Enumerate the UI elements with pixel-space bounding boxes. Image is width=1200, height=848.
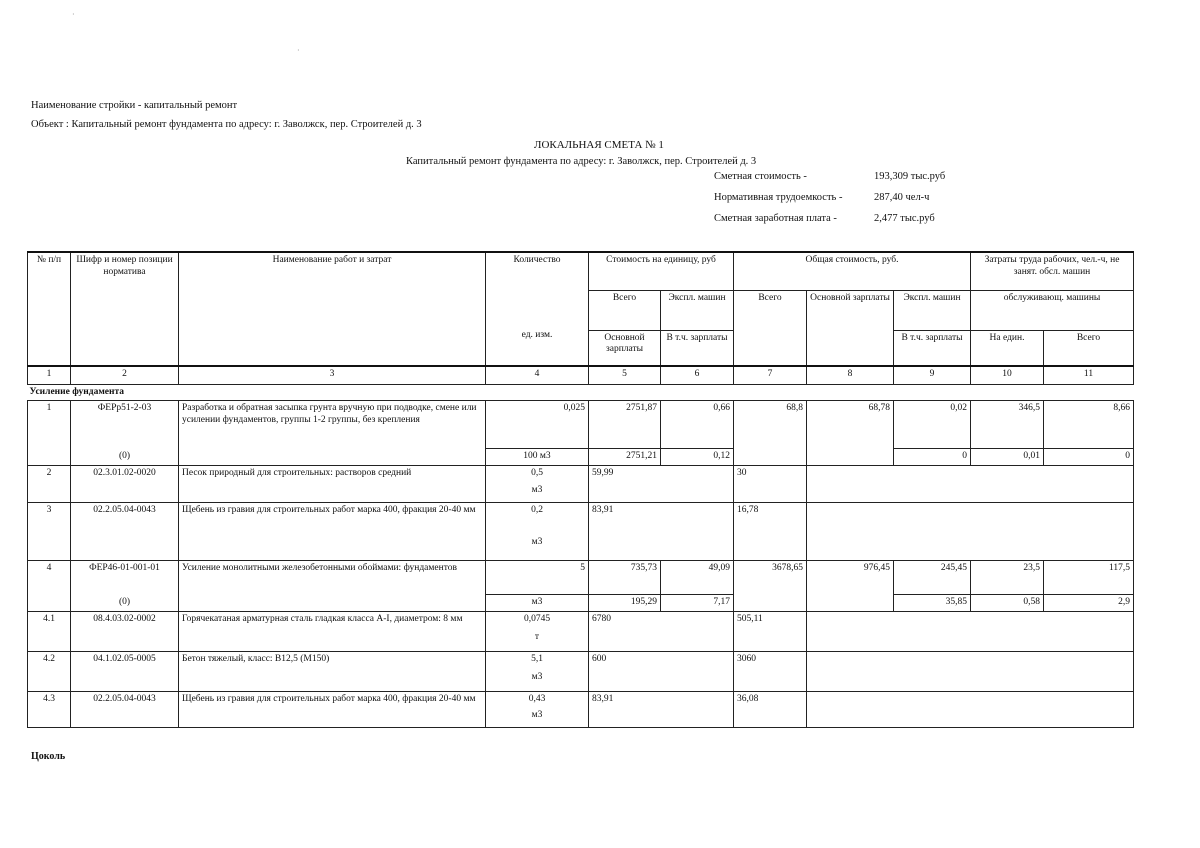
row-c6-empty bbox=[661, 503, 734, 561]
table-row bbox=[28, 561, 1134, 595]
estimate-title: ЛОКАЛЬНАЯ СМЕТА № 1 bbox=[534, 139, 664, 151]
col-header-total-mach: Экспл. машин bbox=[894, 290, 971, 330]
summary-label: Нормативная трудоемкость - bbox=[714, 192, 843, 203]
scan-speck: · bbox=[72, 10, 75, 19]
row-num: 2 bbox=[28, 466, 71, 503]
row-c7: 3060 bbox=[734, 652, 807, 692]
row-c5: 6780 bbox=[589, 612, 661, 652]
row-code: 02.3.01.02-0020 bbox=[71, 466, 179, 503]
col-header-name: Наименование работ и затрат bbox=[179, 252, 486, 366]
col-header-unit-cost: Стоимость на единицу, руб bbox=[589, 252, 734, 290]
row-c8: 976,45 bbox=[807, 561, 894, 612]
row-qty: 0,5 bbox=[531, 468, 543, 479]
col-number: 9 bbox=[894, 366, 971, 384]
row-c6-empty bbox=[661, 466, 734, 503]
row-c10: 23,5 bbox=[971, 561, 1044, 595]
row-qty-unit bbox=[486, 612, 589, 652]
row-name: Разработка и обратная засыпка грунта вручную при подводке, смене или усилении фундаментов, группы 1-2 группы, без крепления bbox=[179, 401, 486, 466]
estimate-table bbox=[27, 251, 1134, 728]
row-c5: 600 bbox=[589, 652, 661, 692]
row-empty bbox=[807, 466, 1134, 503]
estimate-summary bbox=[714, 171, 984, 234]
col-number: 2 bbox=[71, 366, 179, 384]
row-unit: м3 bbox=[531, 536, 543, 547]
row-empty bbox=[807, 692, 1134, 728]
row-c5b: 2751,21 bbox=[589, 449, 661, 466]
row-c6: 0,66 bbox=[661, 401, 734, 449]
summary-value: 2,477 тыс.руб bbox=[874, 213, 935, 224]
summary-value: 193,309 тыс.руб bbox=[874, 171, 946, 182]
row-num: 1 bbox=[28, 401, 71, 466]
row-c6-empty bbox=[661, 652, 734, 692]
row-c6b: 7,17 bbox=[661, 595, 734, 612]
row-c5: 59,99 bbox=[589, 466, 661, 503]
summary-value: 287,40 чел-ч bbox=[874, 192, 930, 203]
row-c6-empty bbox=[661, 612, 734, 652]
row-c11b: 0 bbox=[1044, 449, 1134, 466]
scan-speck: · bbox=[297, 46, 300, 55]
row-c7: 16,78 bbox=[734, 503, 807, 561]
row-qty: 0,2 bbox=[531, 505, 543, 516]
col-header-total-cost: Общая стоимость, руб. bbox=[734, 252, 971, 290]
col-header-unit: ед. изм. bbox=[486, 330, 589, 366]
col-header-labor: Затраты труда рабочих, чел.-ч, не занят. обсл. машин bbox=[971, 252, 1134, 290]
row-name: Усиление монолитными железобетонными обоймами: фундаментов bbox=[179, 561, 486, 612]
summary-labor bbox=[714, 192, 984, 213]
row-qty: 5 bbox=[486, 561, 589, 595]
table-row bbox=[28, 612, 1134, 652]
table-row bbox=[28, 466, 1134, 503]
row-c7: 3678,65 bbox=[734, 561, 807, 612]
row-empty bbox=[807, 652, 1134, 692]
row-qty-unit bbox=[486, 466, 589, 503]
summary-label: Сметная стоимость - bbox=[714, 171, 807, 182]
row-c11: 8,66 bbox=[1044, 401, 1134, 449]
row-unit: 100 м3 bbox=[486, 449, 589, 466]
row-c7: 68,8 bbox=[734, 401, 807, 466]
row-c8: 68,78 bbox=[807, 401, 894, 466]
row-name: Щебень из гравия для строительных работ марка 400, фракция 20-40 мм bbox=[179, 503, 486, 561]
row-qty: 0,43 bbox=[528, 694, 546, 705]
row-c9b: 35,85 bbox=[894, 595, 971, 612]
row-c11b: 2,9 bbox=[1044, 595, 1134, 612]
col-header-per-unit: На един. bbox=[971, 330, 1044, 366]
row-c6-empty bbox=[661, 692, 734, 728]
row-empty bbox=[807, 503, 1134, 561]
row-code: ФЕРр51-2-03 bbox=[71, 401, 179, 449]
row-unit: м3 bbox=[486, 595, 589, 612]
col-header-incl-wage: В т.ч. зарплаты bbox=[661, 330, 734, 366]
row-code: 04.1.02.05-0005 bbox=[71, 652, 179, 692]
row-c5: 83,91 bbox=[589, 503, 661, 561]
row-code: 02.2.05.04-0043 bbox=[71, 503, 179, 561]
col-header-labor-total: Всего bbox=[1044, 330, 1134, 366]
row-name: Песок природный для строительных: растворов средний bbox=[179, 466, 486, 503]
row-name: Бетон тяжелый, класс: В12,5 (М150) bbox=[179, 652, 486, 692]
col-header-code: Шифр и номер позиции норматива bbox=[71, 252, 179, 366]
row-qty-unit bbox=[486, 503, 589, 561]
row-code: 02.2.05.04-0043 bbox=[71, 692, 179, 728]
col-number: 1 bbox=[28, 366, 71, 384]
row-c9: 0,02 bbox=[894, 401, 971, 449]
row-code2: (0) bbox=[71, 595, 179, 612]
col-number: 8 bbox=[807, 366, 894, 384]
table-row bbox=[28, 401, 1134, 449]
row-qty: 5,1 bbox=[531, 654, 543, 665]
row-num: 4 bbox=[28, 561, 71, 612]
row-name: Щебень из гравия для строительных работ марка 400, фракция 20-40 мм bbox=[179, 692, 486, 728]
col-number: 11 bbox=[1044, 366, 1134, 384]
row-c10: 346,5 bbox=[971, 401, 1044, 449]
row-c5: 2751,87 bbox=[589, 401, 661, 449]
table-row bbox=[28, 692, 1134, 728]
row-qty-unit bbox=[486, 652, 589, 692]
row-c5: 83,91 bbox=[589, 692, 661, 728]
col-header-total-incl-wage: В т.ч. зарплаты bbox=[894, 330, 971, 366]
col-number: 7 bbox=[734, 366, 807, 384]
row-qty: 0,025 bbox=[486, 401, 589, 449]
row-unit: м3 bbox=[531, 484, 543, 495]
col-number: 10 bbox=[971, 366, 1044, 384]
row-c6: 49,09 bbox=[661, 561, 734, 595]
col-header-serv-mach: обслуживающ. машины bbox=[971, 290, 1134, 330]
col-header-num: № п/п bbox=[28, 252, 71, 366]
row-code: ФЕР46-01-001-01 bbox=[71, 561, 179, 595]
row-num: 4.1 bbox=[28, 612, 71, 652]
row-c7: 30 bbox=[734, 466, 807, 503]
row-num: 4.3 bbox=[28, 692, 71, 728]
col-header-total-all: Всего bbox=[734, 290, 807, 366]
col-number: 4 bbox=[486, 366, 589, 384]
table-row bbox=[28, 503, 1134, 561]
col-number: 3 bbox=[179, 366, 486, 384]
row-c9b: 0 bbox=[894, 449, 971, 466]
col-header-qty: Количество bbox=[486, 252, 589, 330]
row-qty-unit bbox=[486, 692, 589, 728]
row-name: Горячекатаная арматурная сталь гладкая класса А-I, диаметром: 8 мм bbox=[179, 612, 486, 652]
section-title: Усиление фундамента bbox=[28, 384, 1134, 401]
section-title: Цоколь bbox=[31, 751, 66, 762]
row-c10b: 0,01 bbox=[971, 449, 1044, 466]
row-empty bbox=[807, 612, 1134, 652]
row-num: 4.2 bbox=[28, 652, 71, 692]
col-header-all: Всего bbox=[589, 290, 661, 330]
estimate-subtitle: Капитальный ремонт фундамента по адресу: г. Заволжск, пер. Строителей д. 3 bbox=[406, 156, 757, 167]
row-c7: 36,08 bbox=[734, 692, 807, 728]
summary-cost bbox=[714, 171, 984, 192]
row-code: 08.4.03.02-0002 bbox=[71, 612, 179, 652]
row-code2: (0) bbox=[71, 449, 179, 466]
col-number: 6 bbox=[661, 366, 734, 384]
row-unit: м3 bbox=[531, 709, 543, 720]
row-c5: 735,73 bbox=[589, 561, 661, 595]
col-header-base-wage: Основной зарплаты bbox=[589, 330, 661, 366]
row-c11: 117,5 bbox=[1044, 561, 1134, 595]
row-c5b: 195,29 bbox=[589, 595, 661, 612]
row-unit: т bbox=[534, 631, 540, 642]
row-num: 3 bbox=[28, 503, 71, 561]
row-c9: 245,45 bbox=[894, 561, 971, 595]
row-c6b: 0,12 bbox=[661, 449, 734, 466]
summary-label: Сметная заработная плата - bbox=[714, 213, 837, 224]
col-header-total-base-wage: Основной зарплаты bbox=[807, 290, 894, 366]
table-row bbox=[28, 652, 1134, 692]
col-header-mach: Экспл. машин bbox=[661, 290, 734, 330]
row-c10b: 0,58 bbox=[971, 595, 1044, 612]
row-qty: 0,0745 bbox=[523, 614, 551, 625]
col-number: 5 bbox=[589, 366, 661, 384]
row-c7: 505,11 bbox=[734, 612, 807, 652]
summary-wage bbox=[714, 213, 984, 234]
construction-name: Наименование стройки - капитальный ремонт bbox=[31, 100, 238, 111]
row-unit: м3 bbox=[531, 671, 543, 682]
object-name: Объект : Капитальный ремонт фундамента по адресу: г. Заволжск, пер. Строителей д. 3 bbox=[31, 119, 422, 130]
